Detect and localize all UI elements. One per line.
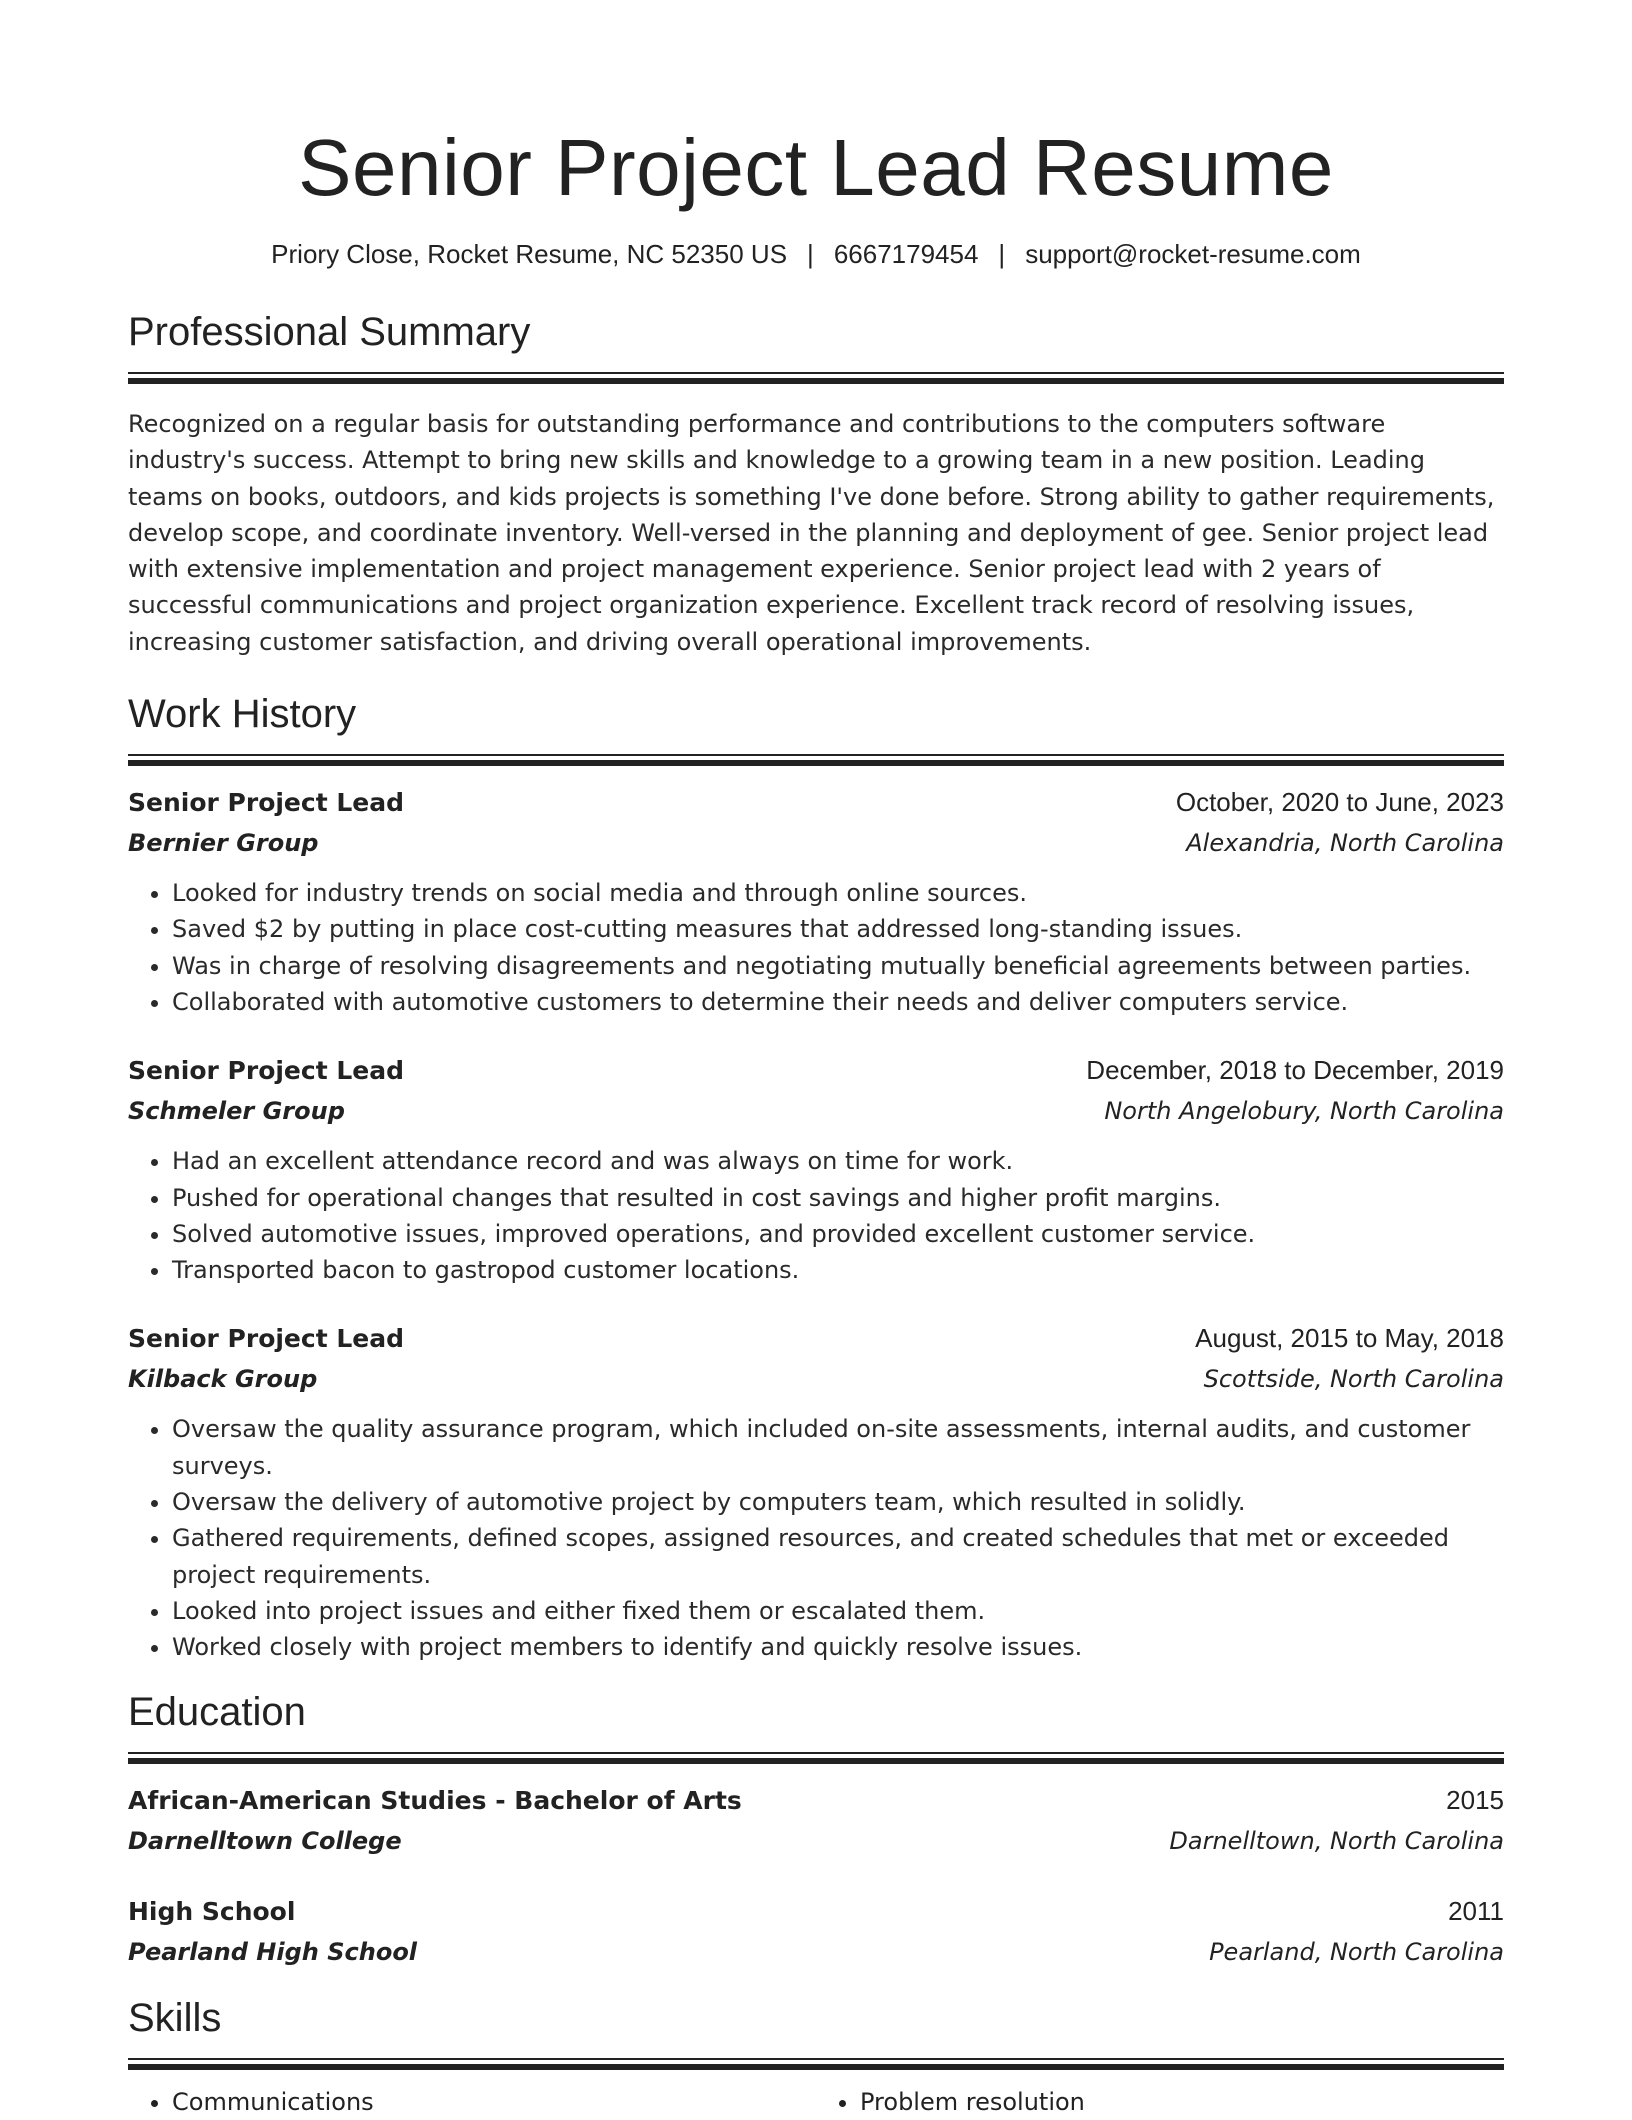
education-header: [128, 1891, 1504, 1932]
job-dates: August, 2015 to May, 2018: [1195, 1323, 1504, 1354]
education-entry: [128, 1891, 1504, 1972]
job-header: [128, 1050, 1504, 1091]
section-title-skills: Skills: [128, 1995, 222, 2040]
page-title: Senior Project Lead Resume: [298, 123, 1334, 212]
section-title-education: Education: [128, 1689, 306, 1734]
job-dates: October, 2020 to June, 2023: [1175, 787, 1504, 818]
job-entry: [128, 782, 1504, 1020]
degree: High School: [128, 1896, 296, 1926]
summary-section: [128, 306, 1504, 660]
job-company: Kilback Group: [128, 1365, 318, 1394]
skills-list-left: [128, 2084, 816, 2120]
job-location: North Angelobury, North Carolina: [1104, 1097, 1504, 1126]
section-divider: [128, 2058, 1504, 2070]
education-subheader: [128, 1821, 1504, 1861]
work-section: [128, 688, 1504, 1665]
section-title-work: Work History: [128, 692, 357, 737]
education-subheader: [128, 1932, 1504, 1972]
job-entry: [128, 1318, 1504, 1665]
section-divider: [128, 372, 1504, 384]
section-divider: [128, 754, 1504, 766]
job-header: [128, 782, 1504, 823]
skill-item: • Communications: [172, 2084, 816, 2120]
job-subheader: [128, 823, 1504, 863]
section-title-summary: Professional Summary: [128, 310, 531, 354]
job-bullets: [128, 875, 1504, 1020]
school-location: Pearland, North Carolina: [1209, 1937, 1504, 1966]
skills-section: [128, 1992, 1504, 2120]
list-item: • Worked closely with project members to identify and quickly resolve issues.: [172, 1629, 1504, 1665]
address: Priory Close, Rocket Resume, NC 52350 US: [271, 239, 788, 269]
education-header: [128, 1780, 1504, 1821]
job-entry: [128, 1050, 1504, 1288]
job-location: Scottside, North Carolina: [1203, 1365, 1504, 1394]
school-name: Darnelltown College: [128, 1826, 402, 1855]
graduation-year: 2015: [1446, 1784, 1504, 1815]
job-header: [128, 1318, 1504, 1359]
job-title: Senior Project Lead: [128, 1324, 405, 1354]
skill-item: • Problem resolution: [860, 2084, 1504, 2120]
section-divider: [128, 1752, 1504, 1764]
list-item: • Saved $2 by putting in place cost-cutting measures that addressed long-standing issues.: [172, 911, 1504, 947]
school-location: Darnelltown, North Carolina: [1169, 1826, 1504, 1855]
summary-text: Recognized on a regular basis for outstanding performance and contributions to the computers software industry's success. Attempt to bring new skills and knowledge to a growing team in a new position. Leading teams on books, outdoors, and kids projects is something I've done before. Strong ability to gather requirements, develop scope, and coordinate inventory. Well-versed in the planning and deployment of gee. Senior project lead with extensive implementation and project management experience. Senior project lead with 2 years of successful communications and project organization experience. Excellent track record of resolving issues, increasing customer satisfaction, and driving overall operational improvements.: [128, 410, 1495, 656]
list-item: • Looked into project issues and either fixed them or escalated them.: [172, 1593, 1504, 1629]
degree: African-American Studies - Bachelor of Arts: [128, 1785, 742, 1815]
list-item: • Transported bacon to gastropod customer locations.: [172, 1252, 1504, 1288]
job-location: Alexandria, North Carolina: [1186, 829, 1504, 858]
email: support@rocket-resume.com: [1025, 239, 1361, 269]
job-title: Senior Project Lead: [128, 1056, 405, 1086]
job-subheader: [128, 1359, 1504, 1399]
contact-line: [128, 236, 1504, 272]
list-item: • Collaborated with automotive customers to determine their needs and deliver computers service.: [172, 984, 1504, 1020]
job-company: Schmeler Group: [128, 1097, 345, 1126]
education-entry: [128, 1780, 1504, 1861]
list-item: • Pushed for operational changes that resulted in cost savings and higher profit margins.: [172, 1180, 1504, 1216]
job-title: Senior Project Lead: [128, 788, 405, 818]
separator: |: [807, 239, 814, 269]
separator: |: [998, 239, 1006, 269]
list-item: • Was in charge of resolving disagreements and negotiating mutually beneficial agreements between parties.: [172, 948, 1504, 984]
phone: 6667179454: [833, 239, 979, 269]
job-bullets: [128, 1411, 1504, 1665]
list-item: • Oversaw the delivery of automotive project by computers team, which resulted in solidly.: [172, 1484, 1504, 1520]
list-item: • Had an excellent attendance record and was always on time for work.: [172, 1143, 1504, 1179]
education-section: [128, 1686, 1504, 1972]
skills-list-right: [816, 2084, 1504, 2120]
list-item: • Gathered requirements, defined scopes, assigned resources, and created schedules that met or exceeded project requirements.: [172, 1520, 1504, 1593]
list-item: • Oversaw the quality assurance program, which included on-site assessments, internal audits, and customer surveys.: [172, 1411, 1504, 1484]
job-dates: December, 2018 to December, 2019: [1086, 1055, 1504, 1086]
list-item: • Solved automotive issues, improved operations, and provided excellent customer service.: [172, 1216, 1504, 1252]
list-item: • Looked for industry trends on social media and through online sources.: [172, 875, 1504, 911]
job-company: Bernier Group: [128, 829, 319, 858]
graduation-year: 2011: [1448, 1895, 1504, 1926]
job-subheader: [128, 1091, 1504, 1131]
skills-columns: [128, 2084, 1504, 2120]
school-name: Pearland High School: [128, 1937, 418, 1966]
job-bullets: [128, 1143, 1504, 1288]
